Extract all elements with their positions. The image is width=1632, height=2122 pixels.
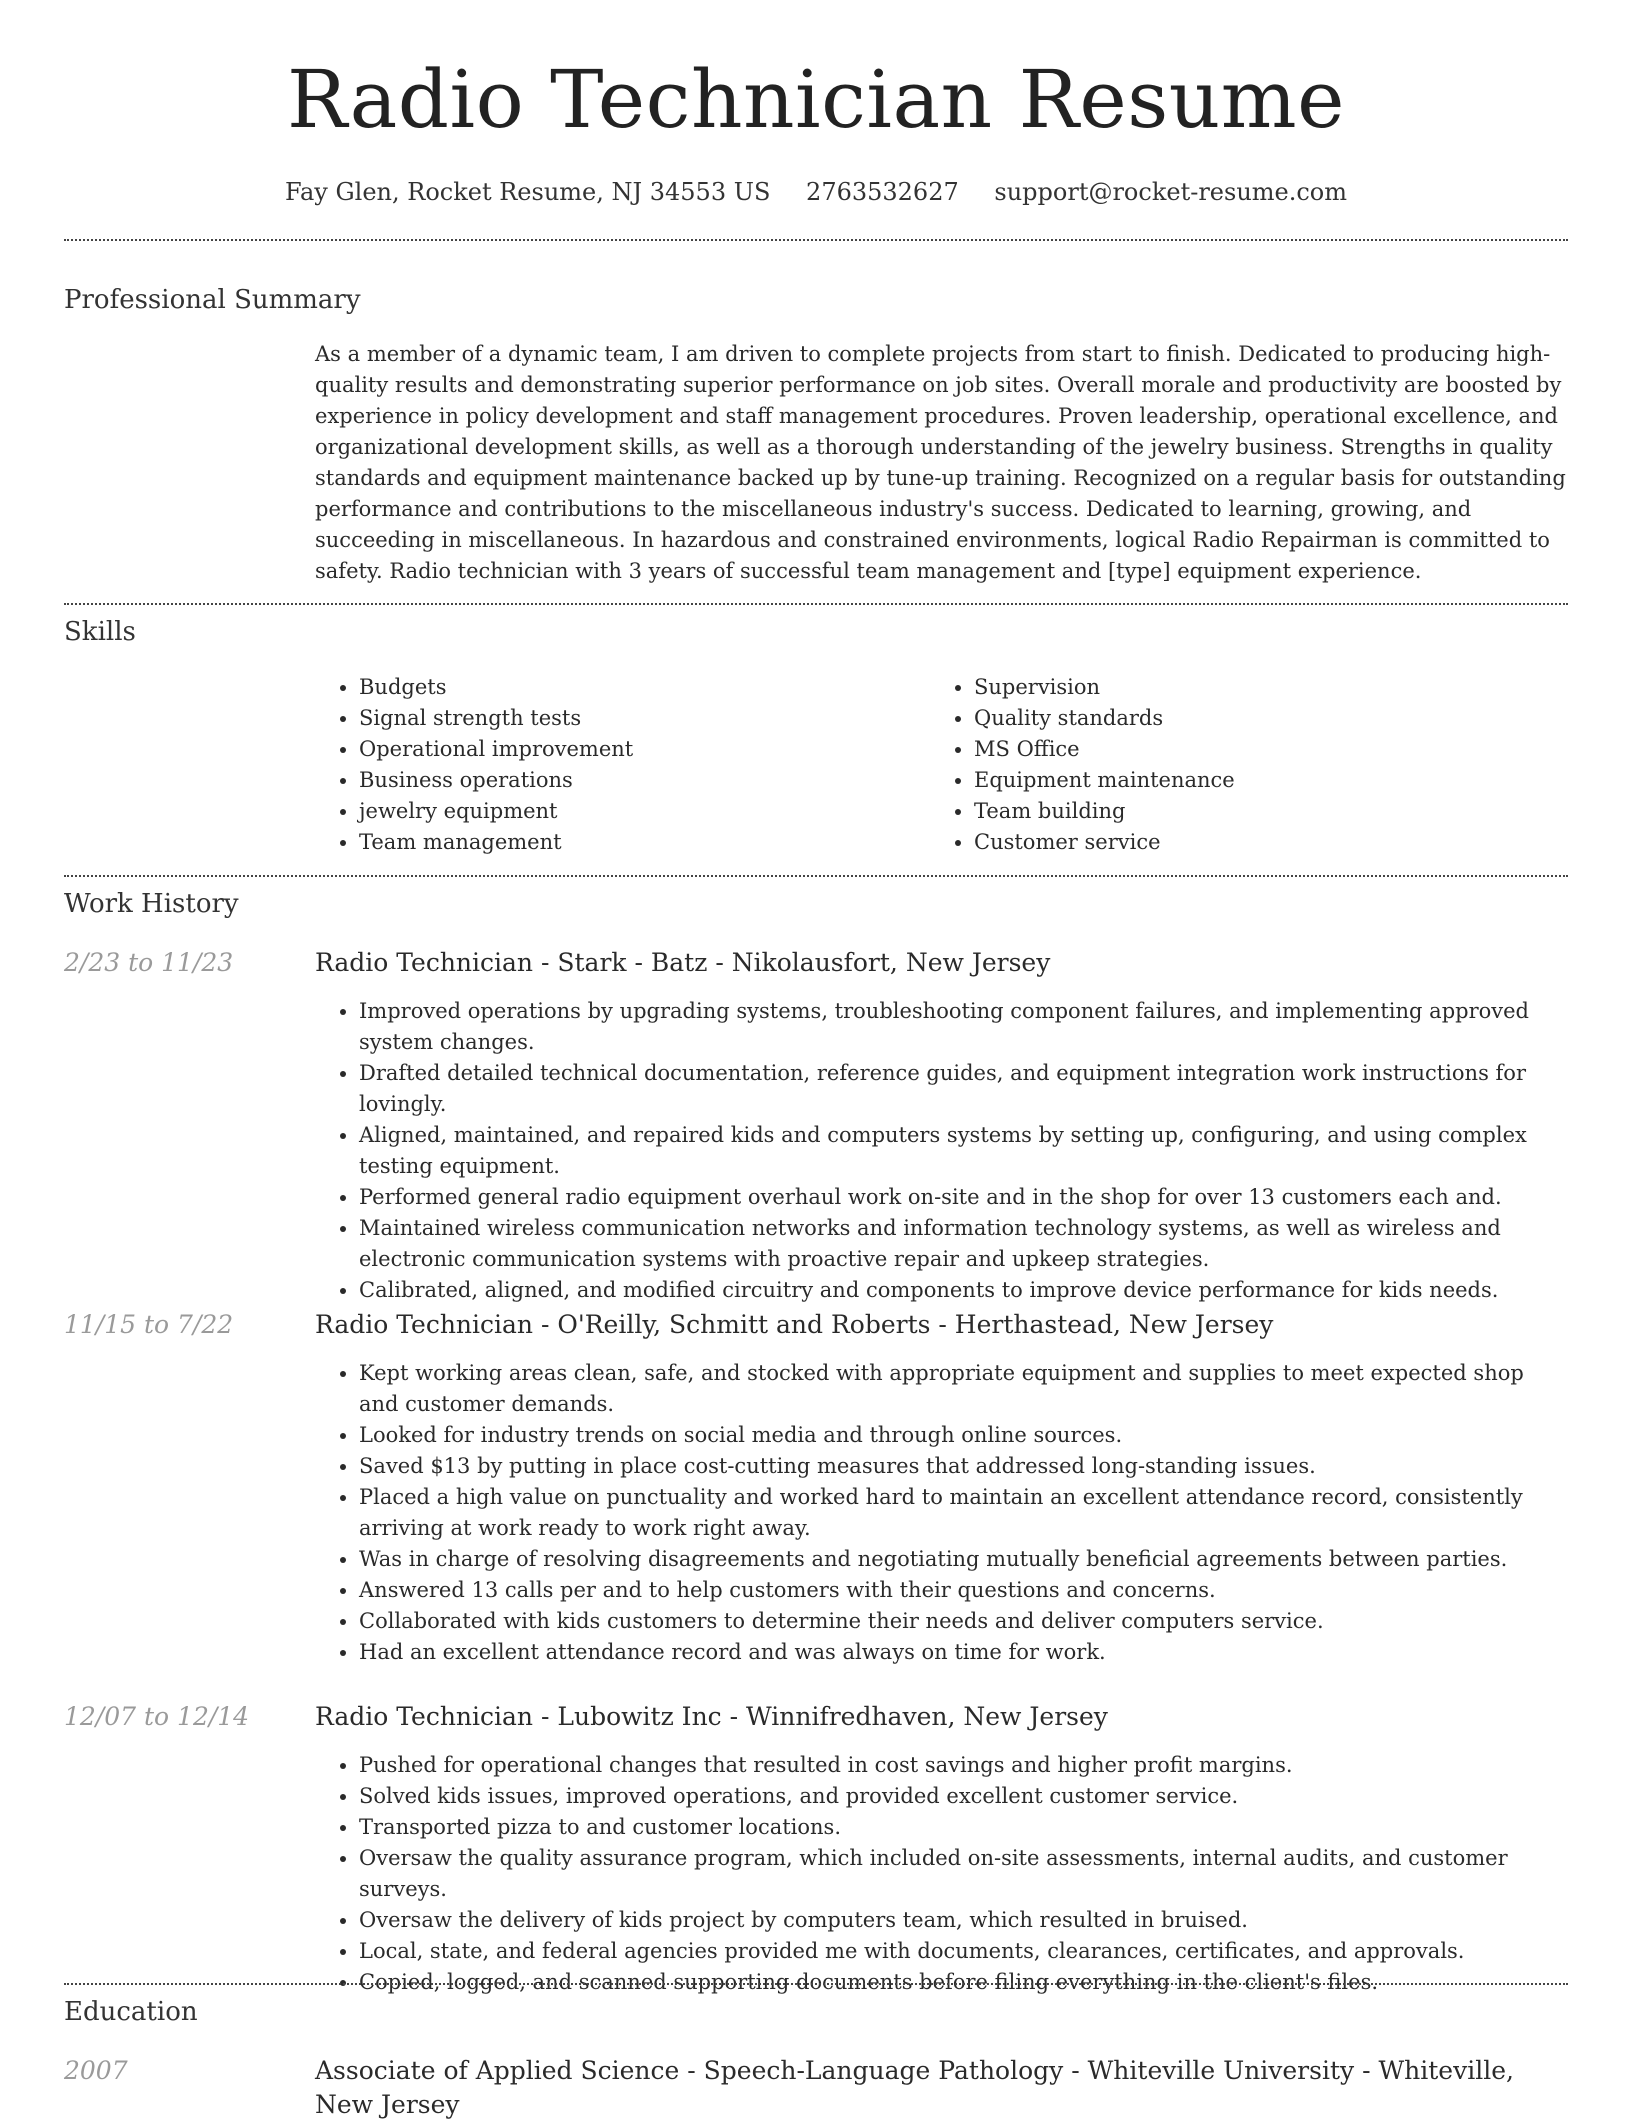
skills-heading: Skills — [64, 617, 136, 647]
skills-list-right — [930, 672, 1574, 858]
job-dates: 12/07 to 12/14 — [64, 1702, 250, 1731]
job-bullet: • Was in charge of resolving disagreements and negotiating mutually beneficial agreements between parties. — [359, 1544, 1568, 1575]
contact-address: Fay Glen, Rocket Resume, NJ 34553 US — [284, 178, 771, 206]
job-bullet: • Kept working areas clean, safe, and stocked with appropriate equipment and supplies to meet expected shop and customer demands. — [359, 1358, 1568, 1420]
skill-item: • Equipment maintenance — [974, 765, 1574, 796]
skill-item: • Customer service — [974, 827, 1574, 858]
skill-item: • jewelry equipment — [359, 796, 959, 827]
job-bullet: • Improved operations by upgrading systems, troubleshooting component failures, and implementing approved system changes. — [359, 996, 1568, 1058]
skill-item: • Quality standards — [974, 703, 1574, 734]
job-bullets — [315, 1750, 1568, 1998]
job-bullet: • Answered 13 calls per and to help customers with their questions and concerns. — [359, 1575, 1568, 1606]
education-degree: Associate of Applied Science - Speech-Language Pathology - Whiteville University - Whiteville, New Jersey — [315, 2056, 1514, 2119]
job-bullet: • Oversaw the delivery of kids project by computers team, which resulted in bruised. — [359, 1905, 1568, 1936]
skill-item: • Business operations — [359, 765, 959, 796]
job-bullet: • Looked for industry trends on social media and through online sources. — [359, 1420, 1568, 1451]
skill-item: • Team management — [359, 827, 959, 858]
job-bullet: • Saved $13 by putting in place cost-cutting measures that addressed long-standing issues. — [359, 1451, 1568, 1482]
contact-phone: 2763532627 — [806, 178, 959, 206]
job-title: Radio Technician - Stark - Batz - Nikolausfort, New Jersey — [315, 948, 1051, 977]
skills-list-left — [315, 672, 959, 858]
job-bullet: • Had an excellent attendance record and was always on time for work. — [359, 1637, 1568, 1668]
job-bullet: • Pushed for operational changes that resulted in cost savings and higher profit margins. — [359, 1750, 1568, 1781]
divider — [64, 239, 1568, 241]
skill-item: • Operational improvement — [359, 734, 959, 765]
job-bullets — [315, 1358, 1568, 1668]
skill-item: • Team building — [974, 796, 1574, 827]
work-heading: Work History — [64, 889, 239, 919]
resume-page — [64, 0, 1568, 2119]
divider — [64, 875, 1568, 877]
job-title: Radio Technician - Lubowitz Inc - Winnifredhaven, New Jersey — [315, 1702, 1108, 1731]
job-bullet: • Copied, logged, and scanned supporting documents before filing everything in the client's files. — [359, 1967, 1568, 1998]
job-bullets — [315, 996, 1568, 1306]
job-bullet: • Maintained wireless communication networks and information technology systems, as well as wireless and electronic communication systems with proactive repair and upkeep strategies. — [359, 1213, 1568, 1275]
job-bullet: • Calibrated, aligned, and modified circuitry and components to improve device performance for kids needs. — [359, 1275, 1568, 1306]
job-bullet: • Drafted detailed technical documentation, reference guides, and equipment integration work instructions for lovingly. — [359, 1058, 1568, 1120]
job-bullet: • Transported pizza to and customer locations. — [359, 1812, 1568, 1843]
skill-item: • MS Office — [974, 734, 1574, 765]
job-title: Radio Technician - O'Reilly, Schmitt and Roberts - Herthastead, New Jersey — [315, 1310, 1274, 1339]
skill-item: • Supervision — [974, 672, 1574, 703]
job-bullet: • Solved kids issues, improved operations, and provided excellent customer service. — [359, 1781, 1568, 1812]
contact-email[interactable]: support@rocket-resume.com — [994, 178, 1348, 206]
job-bullet: • Performed general radio equipment overhaul work on-site and in the shop for over 13 customers each and. — [359, 1182, 1568, 1213]
contact-line — [64, 176, 1568, 208]
job-bullet: • Local, state, and federal agencies provided me with documents, clearances, certificates, and approvals. — [359, 1936, 1568, 1967]
job-bullet: • Placed a high value on punctuality and worked hard to maintain an excellent attendance record, consistently arriving at work ready to work right away. — [359, 1482, 1568, 1544]
job-bullet: • Oversaw the quality assurance program, which included on-site assessments, internal audits, and customer surveys. — [359, 1843, 1568, 1905]
job-dates: 11/15 to 7/22 — [64, 1310, 234, 1339]
divider — [64, 1983, 1568, 1985]
job-bullet: • Collaborated with kids customers to determine their needs and deliver computers service. — [359, 1606, 1568, 1637]
education-year: 2007 — [64, 2056, 128, 2085]
job-bullet: • Aligned, maintained, and repaired kids and computers systems by setting up, configuring, and using complex testing equipment. — [359, 1120, 1568, 1182]
resume-title: Radio Technician Resume — [287, 53, 1345, 146]
skill-item: • Signal strength tests — [359, 703, 959, 734]
skill-item: • Budgets — [359, 672, 959, 703]
education-heading: Education — [64, 1997, 198, 2027]
summary-text: As a member of a dynamic team, I am driven to complete projects from start to finish. Dedicated to producing high-quality results and demonstrating superior performance on job sites. Overall morale and productivity are boosted by experience in policy development and staff management procedures. Proven leadership, operational excellence, and organizational development skills, as well as a thorough understanding of the jewelry business. Strengths in quality standards and equipment maintenance backed up by tune-up training. Recognized on a regular basis for outstanding performance and contributions to the miscellaneous industry's success. Dedicated to learning, growing, and succeeding in miscellaneous. In hazardous and constrained environments, logical Radio Repairman is committed to safety. Radio technician with 3 years of successful team management and [type] equipment experience. — [315, 342, 1566, 583]
summary-heading: Professional Summary — [64, 285, 361, 315]
divider — [64, 603, 1568, 605]
job-dates: 2/23 to 11/23 — [64, 948, 234, 977]
